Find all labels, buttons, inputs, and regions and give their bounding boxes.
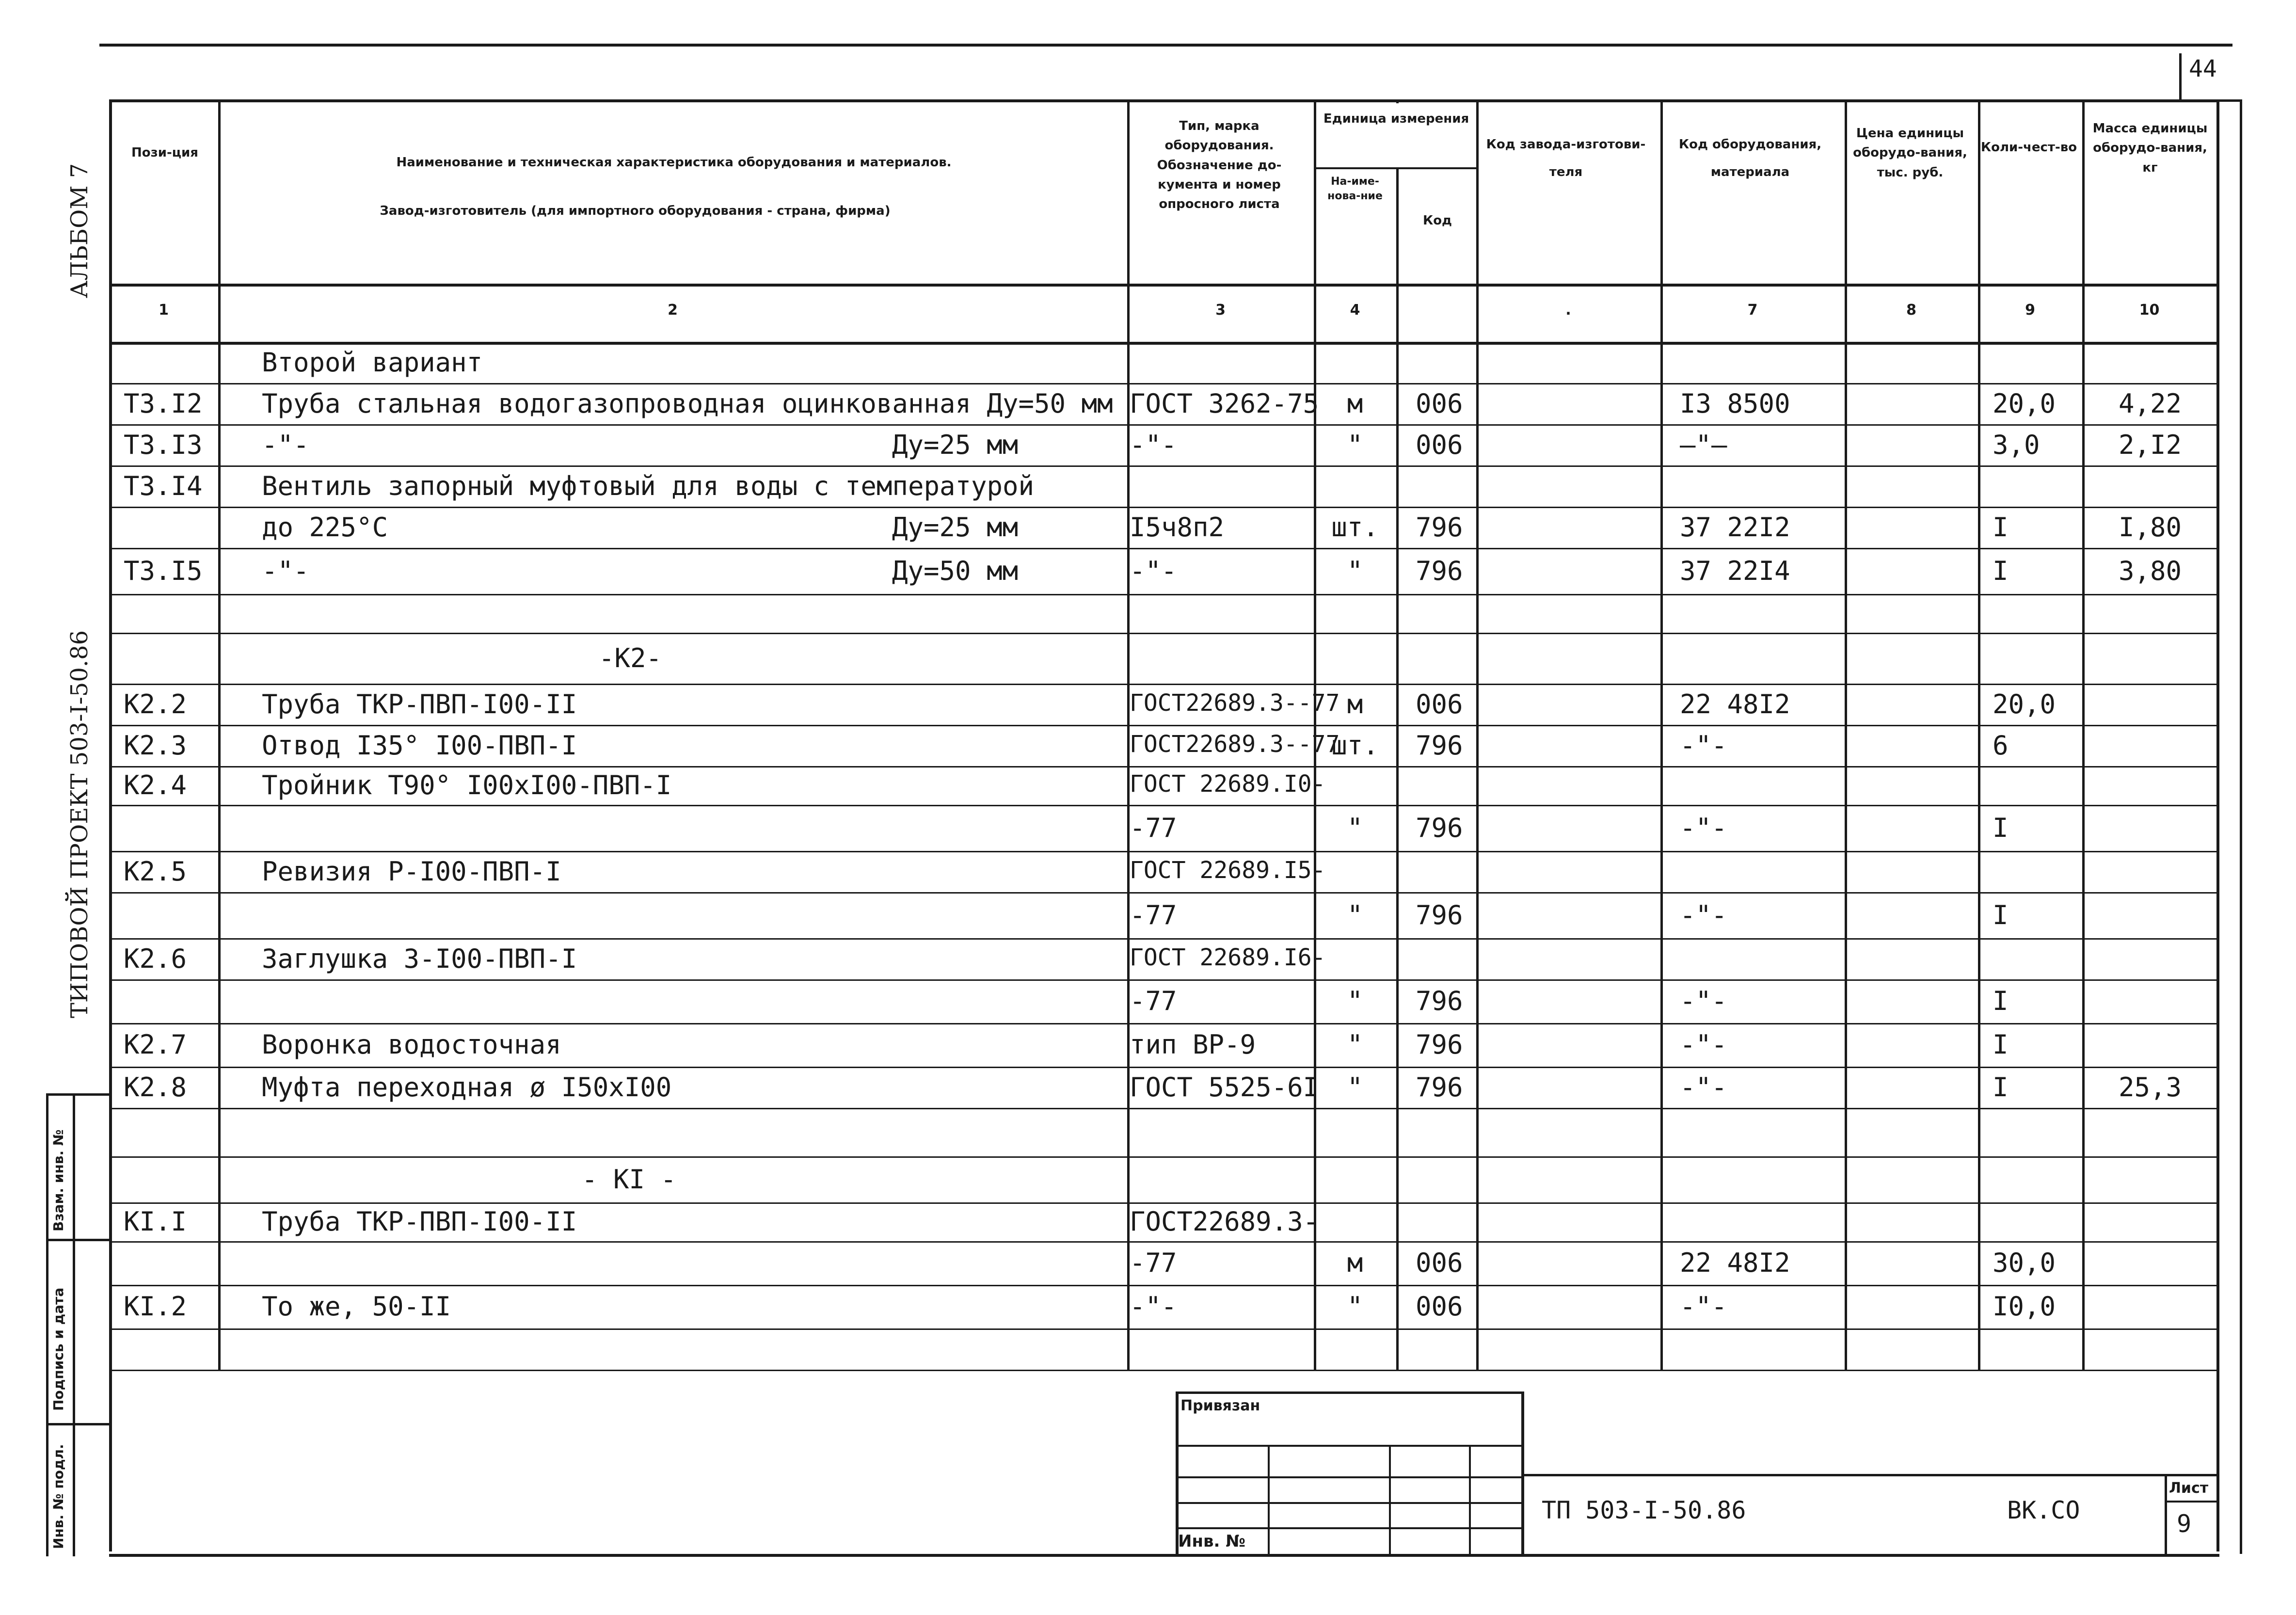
row-line	[109, 1328, 2216, 1330]
position-cell: К2.3	[124, 730, 187, 761]
page-number: 44	[2189, 55, 2217, 82]
quantity-cell: I	[1993, 1071, 2009, 1103]
item-name: Ревизия Р-I00-ПВП-I	[262, 856, 561, 887]
position-cell: К2.6	[124, 943, 187, 974]
unit-code-cell: 796	[1416, 512, 1463, 543]
table-top-line	[109, 99, 2216, 102]
document-section: ВК.СО	[2007, 1496, 2080, 1524]
column-number: 9	[2025, 302, 2035, 319]
item-name: То же, 50-II	[262, 1291, 451, 1322]
position-cell: Т3.I5	[124, 555, 203, 586]
header-unit-price: Цена единицы оборудо-вания, тыс. руб.	[1853, 126, 1967, 180]
inv-no-label: Инв. №	[1178, 1532, 1246, 1551]
quantity-cell: 20,0	[1993, 688, 2056, 720]
material-code-cell: -"-	[1680, 1291, 1727, 1322]
row-line	[109, 507, 2216, 508]
nominal-diameter: Ду=25 мм	[892, 512, 1019, 543]
unit-code-cell: 796	[1416, 1029, 1463, 1060]
privyazan-label: Привязан	[1180, 1397, 1260, 1414]
document-cell: ГОСТ22689.3--77	[1130, 730, 1340, 758]
position-cell: К2.4	[124, 770, 187, 800]
quantity-cell: I	[1993, 555, 2009, 586]
header-bottom-line	[109, 284, 2216, 287]
stamp-inv: Инв. № подл.	[50, 1444, 66, 1549]
position-cell: КI.I	[124, 1206, 187, 1237]
row-line	[109, 424, 2216, 426]
row-line	[109, 766, 2216, 768]
item-name: -"-	[262, 429, 309, 460]
column-number: .	[1565, 302, 1571, 319]
column-number: 10	[2139, 302, 2160, 319]
material-code-cell: -"-	[1680, 812, 1727, 843]
row-line	[109, 633, 2216, 634]
material-code-cell: -"-	[1680, 986, 1727, 1016]
document-cell: тип ВР-9	[1130, 1029, 1256, 1060]
mass-cell: 2,I2	[2119, 429, 2182, 460]
column-line	[1476, 99, 1479, 1370]
material-code-cell: 22 48I2	[1680, 1247, 1790, 1278]
unit-name-cell: "	[1347, 555, 1363, 586]
unit-code-cell: 796	[1416, 986, 1463, 1016]
unit-code-cell: 006	[1416, 1291, 1463, 1322]
header-quantity: Коли-чест-во	[1980, 140, 2077, 155]
section-title: - КI -	[582, 1164, 677, 1195]
column-number: 4	[1350, 302, 1360, 319]
position-cell: КI.2	[124, 1291, 187, 1322]
unit-code-cell: 006	[1416, 388, 1463, 419]
sheet-number: 9	[2177, 1510, 2192, 1538]
item-name: Заглушка З-I00-ПВП-I	[262, 943, 577, 974]
row-line	[109, 548, 2216, 549]
unit-name-cell: "	[1347, 899, 1363, 930]
album-label: АЛЬБОМ 7	[66, 163, 93, 298]
unit-name-cell: м	[1347, 1247, 1363, 1278]
position-cell: К2.8	[124, 1071, 187, 1103]
material-code-cell: —"—	[1680, 429, 1727, 460]
item-name: Труба ТКР-ПВП-I00-II	[262, 1206, 577, 1237]
header-type-doc: Тип, марка оборудования. Обозначение до-кумента и номер опросного листа	[1157, 119, 1282, 212]
material-code-cell: 22 48I2	[1680, 688, 1790, 720]
mass-cell: 3,80	[2119, 555, 2182, 586]
position-cell: К2.5	[124, 856, 187, 887]
quantity-cell: I	[1993, 512, 2009, 543]
colnum-bottom-line	[109, 342, 2216, 345]
unit-name-cell: м	[1347, 388, 1363, 419]
position-cell: К2.2	[124, 688, 187, 720]
unit-code-cell: 796	[1416, 730, 1463, 761]
header-position: Пози-ция	[131, 145, 198, 160]
unit-name-cell: м	[1347, 688, 1363, 720]
document-cell: -77	[1130, 812, 1177, 843]
item-name: до 225°С	[262, 512, 388, 543]
column-number: 3	[1215, 302, 1226, 319]
row-line	[109, 1370, 2216, 1371]
unit-code-cell: 796	[1416, 812, 1463, 843]
item-name: Вентиль запорный муфтовый для воды с температурой	[262, 470, 1035, 501]
item-name: Тройник Т90° I00хI00-ПВП-I	[262, 770, 672, 800]
material-code-cell: -"-	[1680, 1071, 1727, 1103]
column-line	[1396, 99, 1399, 1370]
document-cell: -"-	[1130, 1291, 1177, 1322]
document-cell: -77	[1130, 899, 1177, 930]
quantity-cell: 30,0	[1993, 1247, 2056, 1278]
row-line	[109, 465, 2216, 467]
position-cell: Т3.I2	[124, 388, 203, 419]
unit-name-cell: "	[1347, 1029, 1363, 1060]
row-line	[109, 684, 2216, 685]
stamp-vzam: Взам. инв. №	[50, 1129, 66, 1231]
header-mass: Масса единицы оборудо-вания, кг	[2092, 121, 2208, 175]
sheet-label: Лист	[2169, 1480, 2209, 1497]
quantity-cell: I0,0	[1993, 1291, 2056, 1322]
document-cell: ГОСТ22689.3--77	[1130, 689, 1340, 717]
row-line	[109, 1067, 2216, 1068]
header-name-line2: Завод-изготовитель (для импортного оборудования - страна, фирма)	[380, 204, 891, 218]
unit-name-cell: шт.	[1331, 730, 1379, 761]
quantity-cell: I	[1993, 899, 2009, 930]
material-code-cell: -"-	[1680, 899, 1727, 930]
item-name: Воронка водосточная	[262, 1029, 561, 1060]
row-line	[109, 1202, 2216, 1204]
position-cell: Т3.I4	[124, 470, 203, 501]
document-cell: -77	[1130, 986, 1177, 1016]
unit-code-cell: 796	[1416, 1071, 1463, 1103]
mass-cell: I,80	[2119, 512, 2182, 543]
header-material-code: Код оборудования, материала	[1678, 137, 1822, 180]
document-cell: ГОСТ 22689.I0-	[1130, 770, 1326, 798]
quantity-cell: 20,0	[1993, 388, 2056, 419]
unit-code-cell: 796	[1416, 555, 1463, 586]
material-code-cell: -"-	[1680, 1029, 1727, 1060]
unit-name-cell: "	[1347, 429, 1363, 460]
section-title: -К2-	[599, 642, 662, 673]
unit-code-cell: 006	[1416, 1247, 1463, 1278]
item-name: Труба ТКР-ПВП-I00-II	[262, 688, 577, 720]
column-line	[1978, 99, 1980, 1370]
position-cell: К2.7	[124, 1029, 187, 1060]
row-line	[109, 594, 2216, 595]
document-cell: -"-	[1130, 555, 1177, 586]
column-number: 2	[668, 302, 678, 319]
column-line	[1660, 99, 1663, 1370]
mass-cell: 25,3	[2119, 1071, 2182, 1103]
row-line	[109, 851, 2216, 852]
item-name: Отвод I35° I00-ПВП-I	[262, 730, 577, 761]
unit-code-cell: 796	[1416, 899, 1463, 930]
quantity-cell: I	[1993, 1029, 2009, 1060]
document-cell: -"-	[1130, 429, 1177, 460]
row-line	[109, 725, 2216, 726]
quantity-cell: I	[1993, 812, 2009, 843]
unit-group-line	[1314, 167, 1476, 169]
column-line	[1845, 99, 1847, 1370]
unit-code-cell: 006	[1416, 688, 1463, 720]
row-line	[109, 892, 2216, 894]
position-cell: Т3.I3	[124, 429, 203, 460]
row-line	[109, 805, 2216, 806]
row-line	[109, 383, 2216, 384]
document-cell: ГОСТ 22689.I6-	[1130, 943, 1326, 971]
header-unit-name: На-име-нова-ние	[1327, 176, 1383, 202]
unit-name-cell: "	[1347, 1071, 1363, 1103]
quantity-cell: 6	[1993, 730, 2009, 761]
document-cell: I5ч8п2	[1130, 512, 1225, 543]
row-line	[109, 1156, 2216, 1158]
document-cell: ГОСТ 5525-6I	[1130, 1071, 1319, 1103]
nominal-diameter: Ду=50 мм	[892, 555, 1019, 586]
header-unit-group: Единица измерения	[1323, 112, 1469, 126]
document-cell: -77	[1130, 1247, 1177, 1278]
row-line	[109, 1285, 2216, 1286]
header-unit-code: Код	[1422, 213, 1452, 228]
document-cell: ГОСТ 22689.I5-	[1130, 856, 1326, 884]
unit-code-cell: 006	[1416, 429, 1463, 460]
project-label: ТИПОВОЙ ПРОЕКТ 503-I-50.86	[66, 630, 93, 1018]
stamp-podpis: Подпись и дата	[50, 1287, 66, 1411]
document-cell: ГОСТ22689.3-	[1130, 1206, 1319, 1237]
header-plant-code: Код завода-изготови-теля	[1486, 137, 1646, 180]
column-number: 1	[159, 302, 169, 319]
mass-cell: 4,22	[2119, 388, 2182, 419]
quantity-cell: 3,0	[1993, 429, 2040, 460]
unit-name-cell: "	[1347, 812, 1363, 843]
column-line	[218, 99, 221, 1370]
row-line	[109, 1023, 2216, 1024]
material-code-cell: I3 8500	[1680, 388, 1790, 419]
document-designation: ТП 503-I-50.86	[1542, 1496, 1746, 1524]
unit-name-cell: "	[1347, 1291, 1363, 1322]
column-number: 7	[1747, 302, 1758, 319]
column-number: 8	[1906, 302, 1916, 319]
material-code-cell: -"-	[1680, 730, 1727, 761]
item-name: -"-	[262, 555, 309, 586]
nominal-diameter: Ду=25 мм	[892, 429, 1019, 460]
quantity-cell: I	[1993, 986, 2009, 1016]
material-code-cell: 37 22I2	[1680, 512, 1790, 543]
row-line	[109, 979, 2216, 981]
item-name: Труба стальная водогазопроводная оцинкованная Ду=50 мм	[262, 388, 1113, 419]
unit-name-cell: "	[1347, 986, 1363, 1016]
item-name: Муфта переходная ø I50хI00	[262, 1071, 672, 1103]
row-line	[109, 1108, 2216, 1109]
item-name: Второй вариант	[262, 347, 483, 378]
unit-name-cell: шт.	[1331, 512, 1379, 543]
row-line	[109, 938, 2216, 940]
column-line	[2082, 99, 2085, 1370]
row-line	[109, 1241, 2216, 1243]
document-cell: ГОСТ 3262-75	[1130, 388, 1319, 419]
header-name-line1: Наименование и техническая характеристика оборудования и материалов.	[396, 155, 952, 170]
material-code-cell: 37 22I4	[1680, 555, 1790, 586]
